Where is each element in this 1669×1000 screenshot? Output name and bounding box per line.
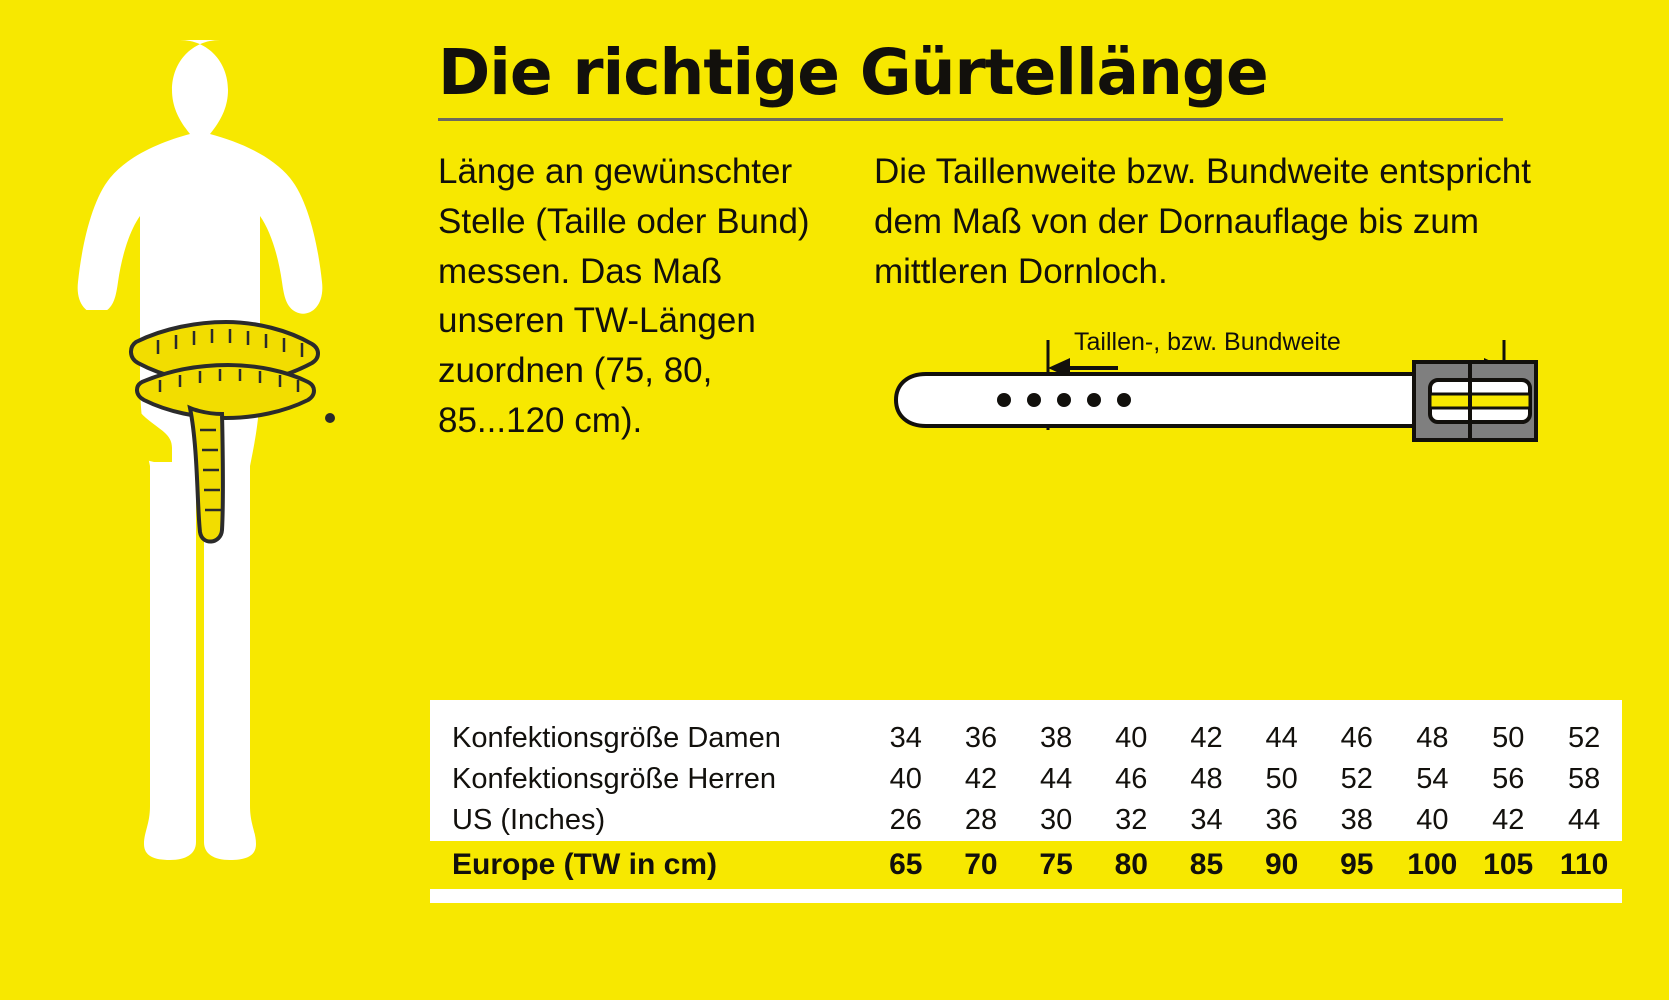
belt-strap [896, 374, 1486, 426]
table-cell: 38 [1039, 722, 1073, 754]
table-cell: 50 [1492, 722, 1525, 754]
table-cell: 42 [1190, 722, 1223, 754]
table-cell: 95 [1340, 848, 1374, 881]
table-cell: 50 [1265, 763, 1298, 795]
table-cell: 90 [1264, 848, 1299, 881]
table-cell: 85 [1189, 848, 1224, 881]
table-cell: 80 [1114, 848, 1148, 881]
table-row [430, 759, 1622, 800]
text-columns [430, 147, 1630, 484]
table-cell: 34 [1190, 804, 1223, 836]
table-cell: 44 [1567, 804, 1601, 836]
table-cell: 100 [1407, 848, 1458, 881]
table-cell: 54 [1416, 763, 1449, 795]
table-cell: 110 [1559, 848, 1609, 881]
length-instructions-text: Länge an gewünschter Stelle (Taille oder Bund) messen. Das Maß unseren TW-Längen zuordnen (75, 80, 85...120 cm). [438, 152, 810, 440]
table-cell: 40 [1416, 804, 1449, 836]
row-label: Konfektionsgröße Damen [452, 722, 781, 754]
table-cell: 105 [1483, 848, 1534, 881]
table-cell: 65 [889, 848, 923, 881]
table-cell: 48 [1416, 722, 1449, 754]
table-cell: 36 [1265, 804, 1298, 836]
table-cell: 34 [889, 722, 922, 754]
left-text-column [438, 147, 828, 484]
table-cell: 38 [1340, 804, 1373, 836]
table-row [430, 718, 1622, 759]
table-cell: 70 [964, 848, 998, 881]
table-cell: 75 [1039, 848, 1073, 881]
figure-illustration [40, 10, 400, 960]
title-divider [438, 118, 1503, 121]
table-cell: 30 [1039, 804, 1073, 836]
content-column [430, 36, 1630, 484]
row-label: Konfektionsgröße Herren [452, 763, 776, 795]
table-cell: 40 [889, 763, 922, 795]
table-row [430, 800, 1622, 841]
row-label: Europe (TW in cm) [452, 848, 717, 881]
pocket-dot [325, 413, 335, 423]
table-cell: 52 [1340, 763, 1373, 795]
page-title: Die richtige Gürtellänge [438, 36, 1268, 109]
table-cell: 52 [1567, 722, 1601, 754]
table-cell: 40 [1115, 722, 1148, 754]
size-conversion-table [430, 718, 1622, 889]
table-cell: 46 [1340, 722, 1373, 754]
belt-buckle [1414, 362, 1536, 440]
row-label: US (Inches) [452, 804, 606, 836]
belt-diagram [874, 324, 1554, 484]
table-cell: 44 [1039, 763, 1073, 795]
waist-definition-text: Die Taillenweite bzw. Bundweite entspricht dem Maß von der Dornauflage bis zum mittleren Dornloch. [874, 152, 1531, 291]
table-cell: 26 [889, 804, 922, 836]
size-table [430, 700, 1622, 903]
table-cell: 48 [1190, 763, 1223, 795]
table-cell: 36 [964, 722, 998, 754]
table-cell: 32 [1115, 804, 1148, 836]
table-cell: 56 [1492, 763, 1525, 795]
table-cell: 58 [1567, 763, 1601, 795]
table-cell: 46 [1115, 763, 1148, 795]
table-cell: 28 [964, 804, 998, 836]
belt-measure-label: Taillen-, bzw. Bundweite [1074, 328, 1341, 357]
table-row-highlighted [430, 841, 1622, 889]
table-cell: 42 [1492, 804, 1525, 836]
right-text-column [874, 147, 1554, 484]
table-cell: 44 [1265, 722, 1298, 754]
table-cell: 42 [964, 763, 998, 795]
